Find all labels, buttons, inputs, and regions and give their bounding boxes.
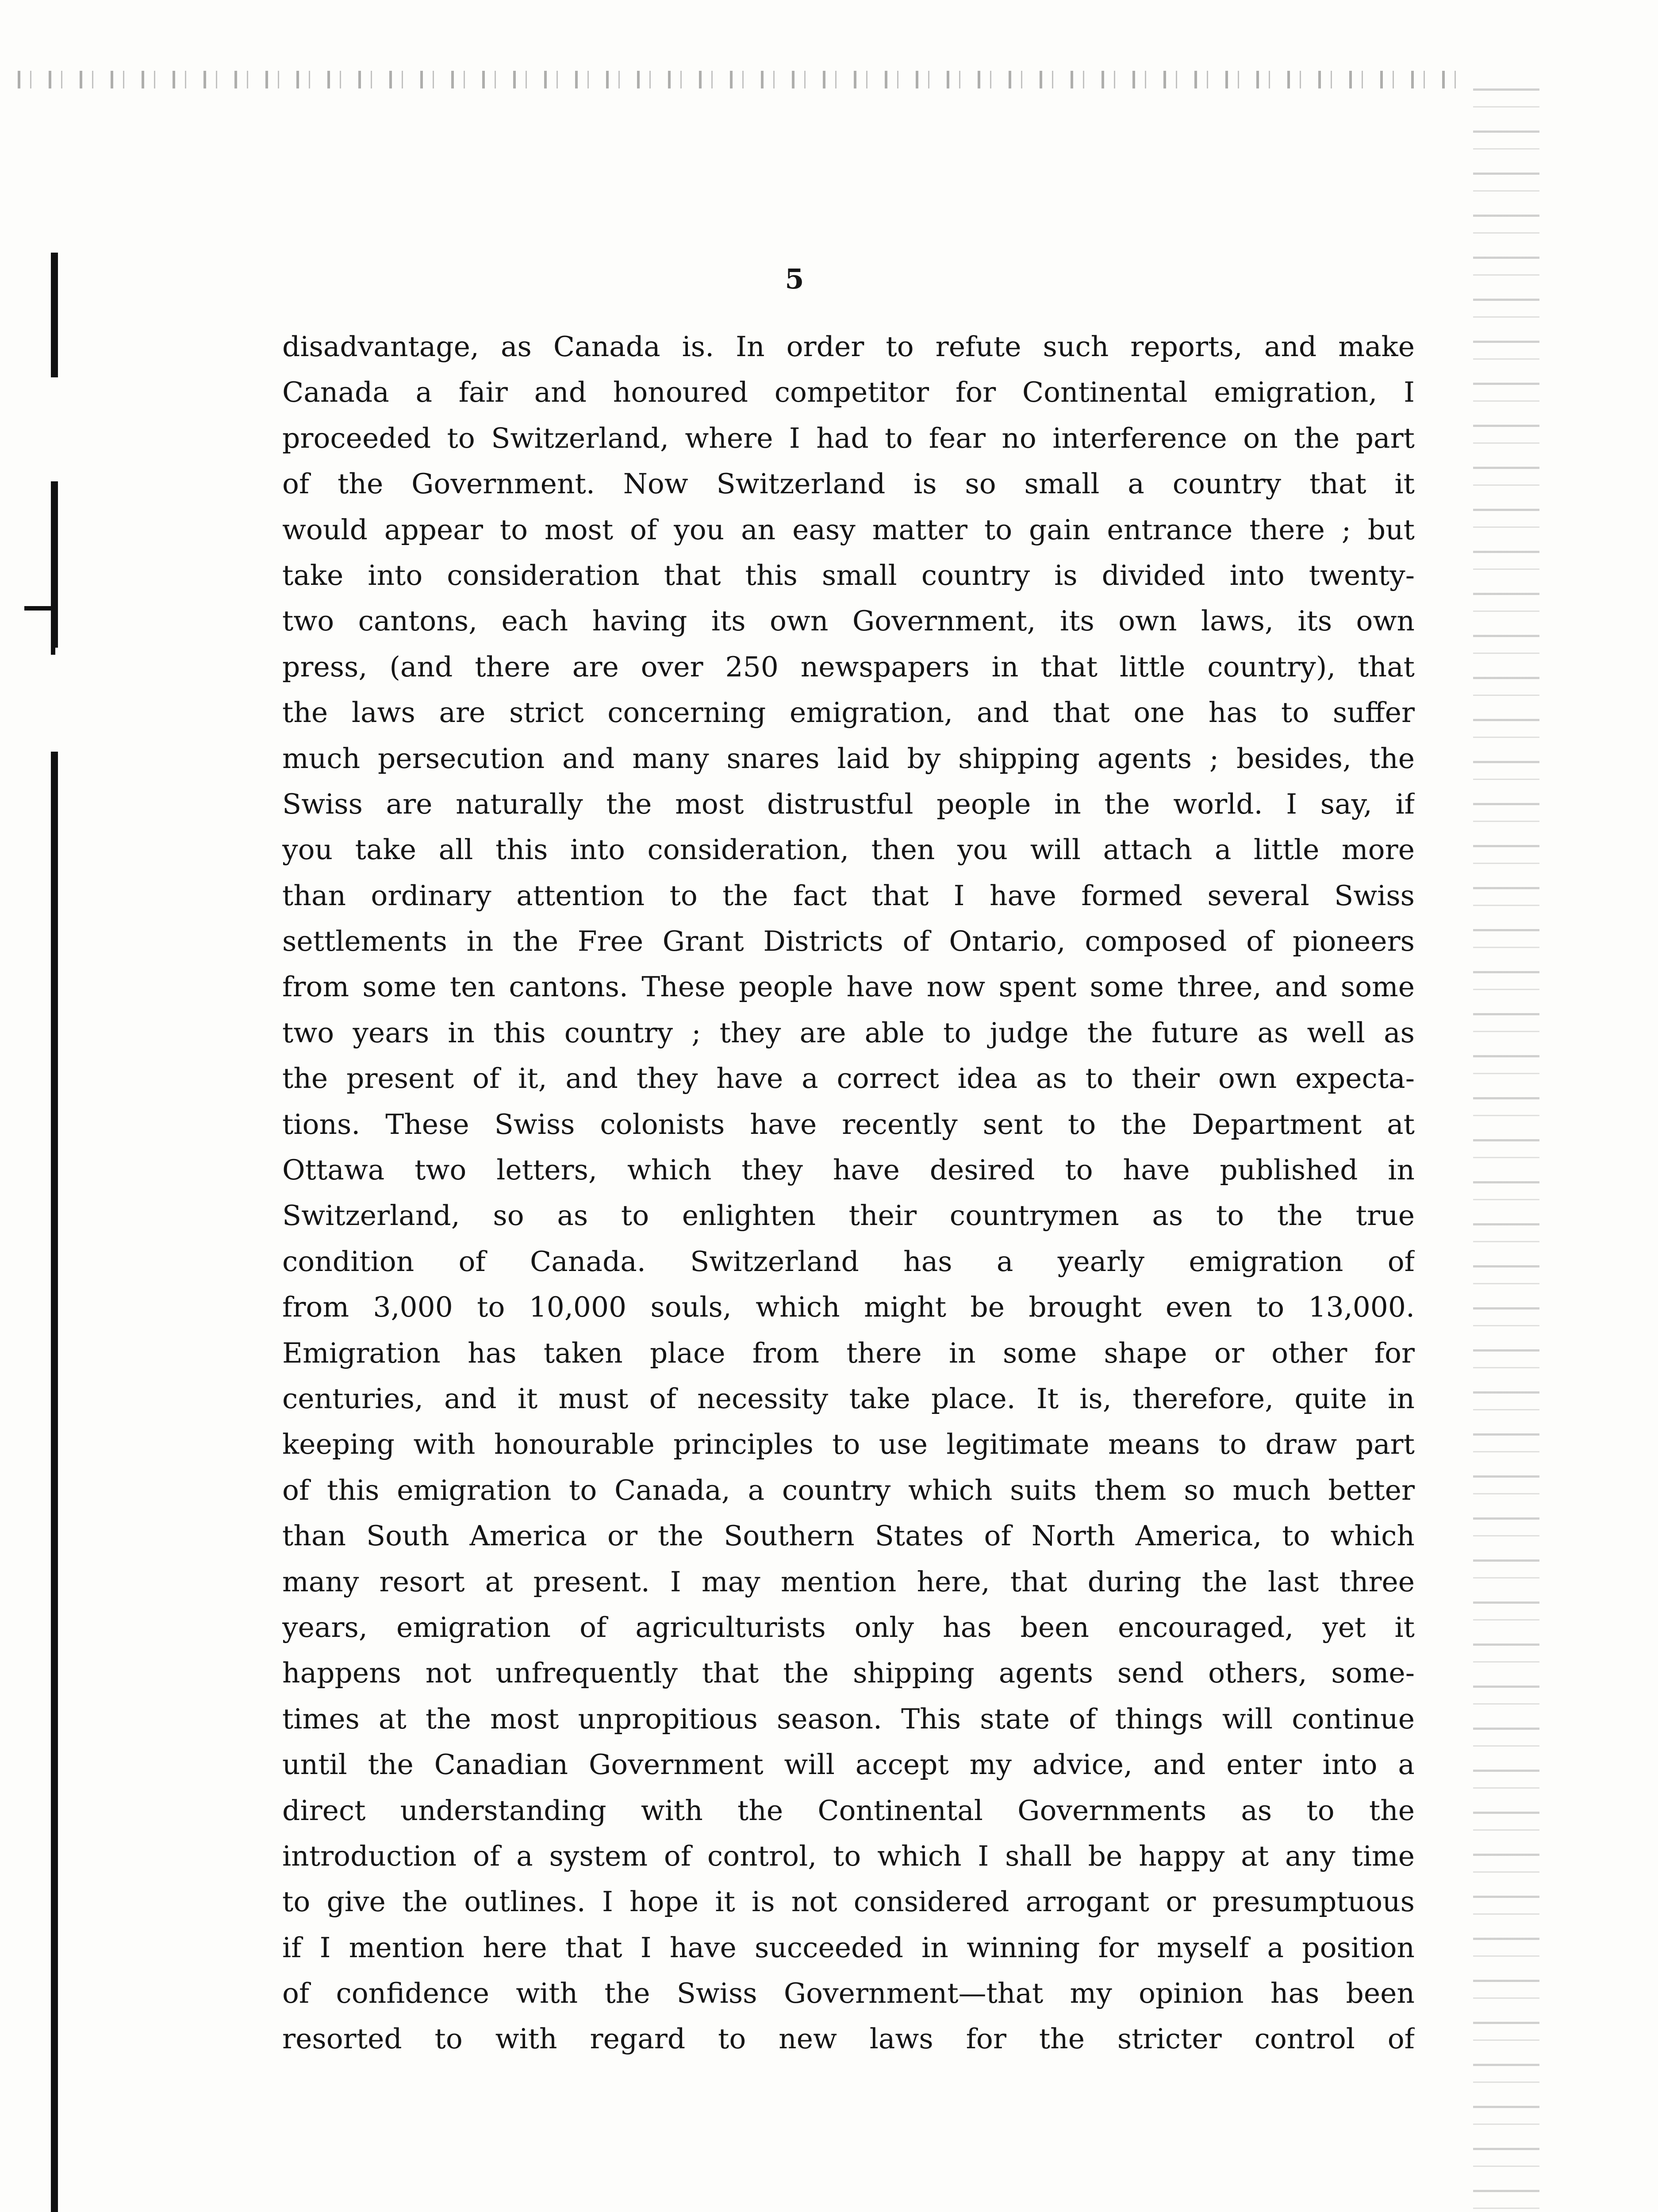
text-line: two years in this country ; they are able to judge the future as well as [282,1016,1415,1049]
text-line: if I mention here that I have succeeded in winning for myself a position [282,1931,1415,1964]
scan-edge-right [1473,88,1539,2212]
text-line: than South America or the Southern States of North America, to which [282,1520,1415,1552]
text-line: condition of Canada. Switzerland has a yearly emigration of [282,1245,1415,1278]
text-line: would appear to most of you an easy matter to gain entrance there ; but [282,513,1415,546]
text-line: resorted to with regard to new laws for the stricter control of [282,2023,1415,2055]
text-line: to give the outlines. I hope it is not considered arrogant or presumptuous [282,1886,1415,1918]
text-line: than ordinary attention to the fact that I have formed several Swiss [282,879,1415,912]
text-line: keeping with honourable principles to use legitimate means to draw part [282,1428,1415,1461]
body-text [282,324,1415,2062]
text-line: Emigration has taken place from there in some shape or other for [282,1336,1415,1369]
text-line: direct understanding with the Continental Governments as to the [282,1794,1415,1827]
text-line: of the Government. Now Switzerland is so small a country that it [282,468,1415,500]
text-line: of confidence with the Swiss Government—that my opinion has been [282,1977,1415,2010]
text-line: proceeded to Switzerland, where I had to fear no interference on the part [282,422,1415,454]
text-line: Canada a fair and honoured competitor for Continental emigration, I [282,376,1415,409]
text-line: the laws are strict concerning emigration, and that one has to suffer [282,696,1415,729]
text-line: times at the most unpropitious season. This state of things will continue [282,1702,1415,1735]
margin-bracket-mark [24,606,55,655]
text-line: centuries, and it must of necessity take place. It is, therefore, quite in [282,1382,1415,1415]
text-line: from some ten cantons. These people have now spent some three, and some [282,971,1415,1003]
text-line: take into consideration that this small country is divided into twenty- [282,559,1415,591]
scan-edge-top [18,71,1464,88]
text-line: introduction of a system of control, to which I shall be happy at any time [282,1839,1415,1872]
text-line: settlements in the Free Grant Districts of Ontario, composed of pioneers [282,925,1415,958]
text-line: from 3,000 to 10,000 souls, which might be brought even to 13,000. [282,1291,1415,1324]
text-line: of this emigration to Canada, a country which suits them so much better [282,1474,1415,1506]
text-line: Swiss are naturally the most distrustful people in the world. I say, if [282,787,1415,820]
text-line: much persecution and many snares laid by shipping agents ; besides, the [282,742,1415,775]
text-line: until the Canadian Government will accept my advice, and enter into a [282,1748,1415,1781]
text-line: disadvantage, as Canada is. In order to refute such reports, and make [282,330,1415,363]
text-line: tions. These Swiss colonists have recently sent to the Department at [282,1108,1415,1141]
text-line: many resort at present. I may mention here, that during the last three [282,1565,1415,1598]
text-line: the present of it, and they have a correct idea as to their own expecta- [282,1062,1415,1095]
text-line: years, emigration of agriculturists only has been encouraged, yet it [282,1611,1415,1644]
text-line: you take all this into consideration, then you will attach a little more [282,833,1415,866]
text-line: press, (and there are over 250 newspapers in that little country), that [282,650,1415,683]
text-line: Ottawa two letters, which they have desired to have published in [282,1154,1415,1187]
scan-edge-left [51,190,58,2212]
page-number: 5 [785,263,804,295]
text-line: Switzerland, so as to enlighten their countrymen as to the true [282,1199,1415,1232]
text-line: happens not unfrequently that the shipping agents send others, some- [282,1657,1415,1690]
text-line: two cantons, each having its own Government, its own laws, its own [282,605,1415,637]
